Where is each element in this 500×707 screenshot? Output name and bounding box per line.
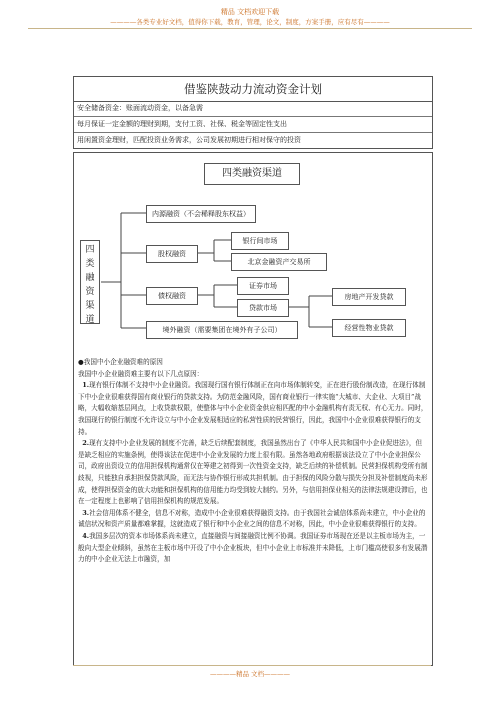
notes-table	[73, 101, 433, 149]
node-loan-market: 贷款市场	[237, 299, 289, 317]
node-interbank-market: 银行间市场	[231, 232, 289, 250]
node-securities-market: 证券市场	[237, 277, 289, 295]
node-equity-financing: 股权融资	[146, 245, 198, 263]
node-debt-financing: 债权融资	[146, 287, 198, 305]
financing-diagram	[74, 153, 432, 353]
root-char: 渠	[85, 301, 95, 311]
document-title: 借鉴陕鼓动力流动资金计划	[73, 76, 433, 102]
root-char: 类	[85, 259, 95, 269]
note-row: 安全储备资金：账面流动资金，以备急需	[77, 104, 203, 112]
section-intro: 我国中小企业融资难主要有以下几点原因：	[78, 369, 204, 378]
root-char: 道	[85, 315, 95, 325]
header-banner-title: 精品 文档欢迎下载	[220, 8, 280, 16]
node-internal-financing: 内源融资（不会稀释股东权益）	[146, 205, 256, 223]
main-content-box	[73, 152, 433, 666]
paragraph: 3.社会信用体系不健全，信息不对称，造成中小企业很难获得融资支持。由于我国社会诚信体系尚未建立，中小企业的诚信状况和资产质量都难掌握，这就造成了银行和中小企业之间的信息不对称，因此，中小企业很难获得银行的支持。	[78, 508, 426, 529]
paragraph: 2.现有支持中小企业发展的制度不完善，缺乏后续配套制度，我国虽然出台了《中华人民共和国中小企业促进法》，但是缺乏相应的实施条例，使得该法在促进中小企业发展的力度上很有限。虽然各地政府根据该法设立了中小企业担保公司，政府出资设立的信用担保机构通常仅在筹建之初得到一次性资金支持，缺乏后续的补偿机制。民营担保机构受所有制歧视，只能独自承担担保贷款风险，而无法与协作银行形成共担机制。由于担保的风险分散与损失分担及补偿制度尚未形成，使得担保资金的放大功能和担保机构的信用能力均受到较大制约。另外，与信用担保业相关的法律法规建设滞后，也在一定程度上也影响了信用担保机构的规范发展。	[78, 439, 428, 506]
note-row: 用闲置资金理财，匹配投资业务需求，公司发展初期进行相对保守的投资	[74, 132, 432, 148]
diagram-root-node	[80, 240, 100, 324]
diagram-title: 四类融资渠道	[204, 163, 300, 185]
note-row: 每月保证一定金额的理财到期，支付工资、社保、税金等固定性支出	[74, 116, 432, 132]
root-char: 资	[85, 287, 95, 297]
paragraph: 1.现有银行体制不支持中小企业融资。我国现行国有银行体制正在向市场体制转变，正在进行股份制改造，在现行体制下中小企业很难获得国有商业银行的贷款支持。为防范金融风险，国有商业银行一律实施“大城市、大企业、大项目”战略，大幅收缩基层网点，上收贷款权限，使整体与中小企业资金供应相匹配的中小金融机构有责无权、有心无力。同时，我国现行的银行制度不允许设立与中小企业发展相适应的私营性质的民营银行，因此，我国中小企业很难获得银行的支持。	[78, 381, 428, 436]
footer-text: ————精品 文档————	[209, 670, 291, 678]
header-banner-tagline: ————各类专业好文档，值得你下载，教育，管理，论文，制度，方案手册，应有尽有————	[110, 18, 390, 26]
node-overseas-financing: 境外融资（需要集团在境外有子公司）	[146, 321, 298, 339]
body-text	[78, 357, 428, 566]
node-beijing-exchange: 北京金融资产交易所	[231, 253, 327, 271]
footer-divider	[73, 665, 431, 666]
root-char: 四	[85, 245, 95, 255]
node-property-loan: 经营性物业贷款	[332, 319, 406, 337]
section-heading: ●我国中小企业融资难的原因	[78, 358, 163, 366]
header-divider	[28, 28, 472, 29]
node-real-estate-loan: 房地产开发贷款	[332, 288, 406, 306]
root-char: 融	[85, 273, 95, 283]
paragraph: 4.我国多层次的资本市场体系尚未建立，直接融资与间接融资比例不协调。我国证券市场现在还是以主板市场为主，一般向大型企业倾斜，虽然在主板市场中开设了中小企业板块，但中小企业上市标准并未降低，上市门槛高使很多有发展潜力的中小企业无法上市融资，加	[78, 531, 428, 564]
